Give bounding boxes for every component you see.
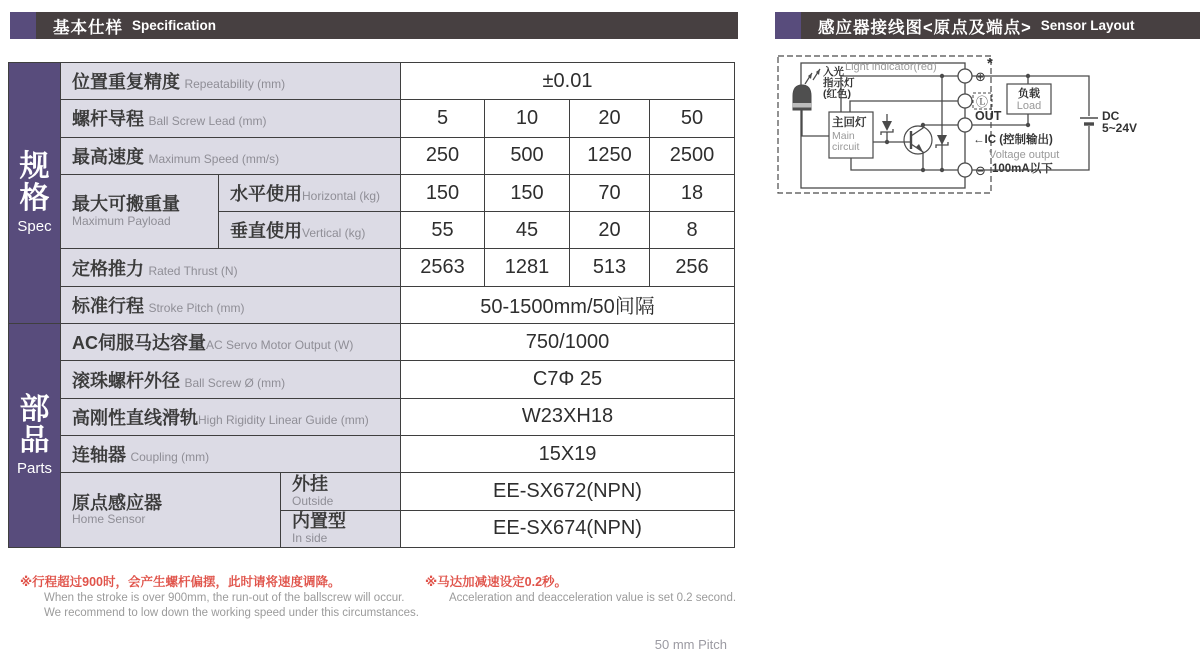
header-title-zh: 感应器接线图<原点及端点> (818, 18, 1032, 37)
label-en: Home Sensor (72, 512, 146, 527)
label-zh: 外挂 (292, 473, 328, 494)
label-en: Outside (292, 493, 334, 508)
footnote-en-line2: We recommend to low down the working speed under this circumstances. (44, 607, 419, 620)
value-thrust-4: 256 (650, 249, 735, 286)
terminal-minus-label: ⊖ (975, 163, 986, 178)
sidebar-spec (9, 63, 61, 324)
label-vertical (219, 212, 401, 249)
value-lead-4: 50 (650, 100, 735, 137)
label-en: Ball Screw Lead (mm) (148, 114, 267, 129)
label-zh: 水平使用 (230, 184, 302, 205)
stroke-value: 50-1500mm/50间隔 (480, 296, 655, 319)
sidebar-parts (9, 324, 61, 548)
terminal-out-label: OUT (975, 109, 1002, 123)
label-en: Rated Thrust (N) (148, 263, 238, 278)
header-bar (801, 12, 1200, 39)
header-accent-square (775, 12, 801, 39)
label-zh: 定格推力 (72, 258, 144, 279)
label-inside (281, 510, 401, 547)
label-zh: 最高速度 (72, 146, 144, 167)
value-horizontal-4: 18 (650, 174, 735, 211)
label-zh: 滚珠螺杆外径 (72, 370, 180, 391)
load-label-en: Load (1016, 100, 1042, 112)
value-lead-2: 10 (485, 100, 570, 137)
value-thrust-3: 513 (570, 249, 650, 286)
label-servo-output (61, 324, 401, 361)
row-coupling (9, 435, 735, 472)
terminal-plus-label: ⊕ (975, 69, 986, 84)
row-stroke-pitch (9, 286, 735, 323)
label-en: Horizontal (kg) (302, 189, 381, 204)
value-thrust-1: 2563 (401, 249, 485, 286)
value-lead-3: 20 (570, 100, 650, 137)
label-zh: 最大可搬重量 (72, 194, 180, 215)
label-repeatability (61, 63, 401, 100)
led-label-zh-3: (红色) (823, 88, 851, 100)
value-vertical-4: 8 (650, 212, 735, 249)
value-speed-2: 500 (485, 137, 570, 174)
label-en: Coupling (mm) (130, 450, 210, 465)
label-linear-guide (61, 398, 401, 435)
label-en: High Rigidity Linear Guide (mm) (198, 412, 369, 427)
label-zh: 原点感应器 (72, 492, 162, 513)
label-zh: AC伺服马达容量 (72, 333, 206, 354)
header-title-zh: 基本仕样 (53, 18, 123, 37)
value-speed-1: 250 (401, 137, 485, 174)
label-en: Stroke Pitch (mm) (148, 300, 245, 315)
row-repeatability (9, 63, 735, 100)
value-horizontal-3: 70 (570, 174, 650, 211)
value-outside-sensor: EE-SX672(NPN) (401, 473, 735, 510)
label-ball-screw-lead (61, 100, 401, 137)
row-ball-screw-lead (9, 100, 735, 137)
header-accent-square (10, 12, 36, 39)
row-home-sensor-outside (9, 473, 735, 510)
footnote-en: Acceleration and deacceleration value is set 0.2 second. (449, 591, 737, 604)
label-coupling (61, 435, 401, 472)
load-label-zh: 负载 (1018, 88, 1040, 100)
row-rated-thrust (9, 249, 735, 286)
label-max-payload (61, 174, 219, 249)
label-zh: 连轴器 (72, 445, 126, 466)
footnote-zh: ※马达加减速设定0.2秒。 (425, 575, 568, 589)
label-max-speed (61, 137, 401, 174)
battery-icon (1080, 118, 1098, 124)
value-servo-output: 750/1000 (401, 324, 735, 361)
label-zh: 高刚性直线滑轨 (72, 407, 198, 428)
sidebar-parts-zh: 部品 (19, 392, 50, 458)
value-vertical-3: 20 (570, 212, 650, 249)
label-home-sensor (61, 473, 281, 548)
label-en: In side (292, 531, 328, 546)
label-stroke-pitch (61, 286, 401, 323)
value-horizontal-1: 150 (401, 174, 485, 211)
main-circuit-en2: circuit (832, 141, 860, 153)
main-circuit-en1: Main (832, 130, 855, 142)
footnote-stroke (20, 574, 419, 622)
dc-label: DC (1102, 109, 1120, 123)
footnote-en-line1: When the stroke is over 900mm, the run-out of the ballscrew will occur. (44, 591, 405, 604)
ic-output-label: ←IC (控制输出) (973, 134, 1053, 146)
row-max-speed (9, 137, 735, 174)
value-speed-4: 2500 (650, 137, 735, 174)
label-en: Maximum Speed (mm/s) (148, 151, 280, 166)
value-coupling: 15X19 (401, 435, 735, 472)
row-payload-horizontal (9, 174, 735, 211)
value-lead-1: 5 (401, 100, 485, 137)
label-en: Maximum Payload (72, 214, 171, 229)
row-servo-output (9, 324, 735, 361)
label-zh: 螺杆导程 (72, 109, 144, 130)
dc-voltage-label: 5~24V (1102, 121, 1138, 135)
label-horizontal (219, 174, 401, 211)
label-en: AC Servo Motor Output (W) (206, 338, 354, 353)
value-repeatability: ±0.01 (401, 63, 735, 100)
row-ball-screw-dia (9, 361, 735, 398)
sidebar-spec-zh: 规格 (19, 150, 50, 216)
sensor-wiring-diagram (775, 50, 1195, 202)
label-zh: 垂直使用 (230, 221, 302, 242)
terminal-l-label: Ⓛ (976, 95, 989, 109)
value-vertical-2: 45 (485, 212, 570, 249)
label-en: Vertical (kg) (302, 226, 366, 241)
value-vertical-1: 55 (401, 212, 485, 249)
label-en: Repeatability (mm) (184, 77, 286, 92)
header-bar (36, 12, 738, 39)
value-ball-screw-dia: C7Φ 25 (401, 361, 735, 398)
stroke-note: 50 mm Pitch (654, 636, 728, 652)
label-rated-thrust (61, 249, 401, 286)
sidebar-parts-en: Parts (16, 460, 52, 478)
label-zh: 标准行程 (72, 295, 144, 316)
current-limit-label: 100mA以下 (992, 163, 1053, 175)
voltage-output-label: Voltage output (989, 149, 1060, 161)
value-thrust-2: 1281 (485, 249, 570, 286)
sensor-layout-header (775, 12, 1200, 39)
led-label-zh-2: 指示灯 (823, 77, 855, 89)
main-circuit-zh: 主回灯 (832, 117, 867, 129)
label-ball-screw-dia (61, 361, 401, 398)
header-title-en: Specification (132, 18, 217, 33)
footnote-acceleration (425, 574, 736, 606)
footnote-zh: ※行程超过900时，会产生螺杆偏摆，此时请将速度调降。 (20, 575, 341, 589)
label-zh: 位置重复精度 (72, 72, 180, 93)
light-indicator-label: Light indicator(red) (845, 61, 937, 73)
led-label-zh-1: 入光 (823, 66, 844, 78)
label-outside (281, 473, 401, 510)
row-linear-guide (9, 398, 735, 435)
terminal-star-label: * (987, 55, 993, 72)
sidebar-spec-en: Spec (17, 217, 52, 235)
value-horizontal-2: 150 (485, 174, 570, 211)
value-inside-sensor: EE-SX674(NPN) (401, 510, 735, 547)
value-linear-guide: W23XH18 (401, 398, 735, 435)
specification-header (10, 12, 738, 39)
label-en: Ball Screw Ø (mm) (184, 375, 286, 390)
value-speed-3: 1250 (570, 137, 650, 174)
label-zh: 内置型 (292, 511, 346, 532)
header-title-en: Sensor Layout (1040, 18, 1135, 33)
